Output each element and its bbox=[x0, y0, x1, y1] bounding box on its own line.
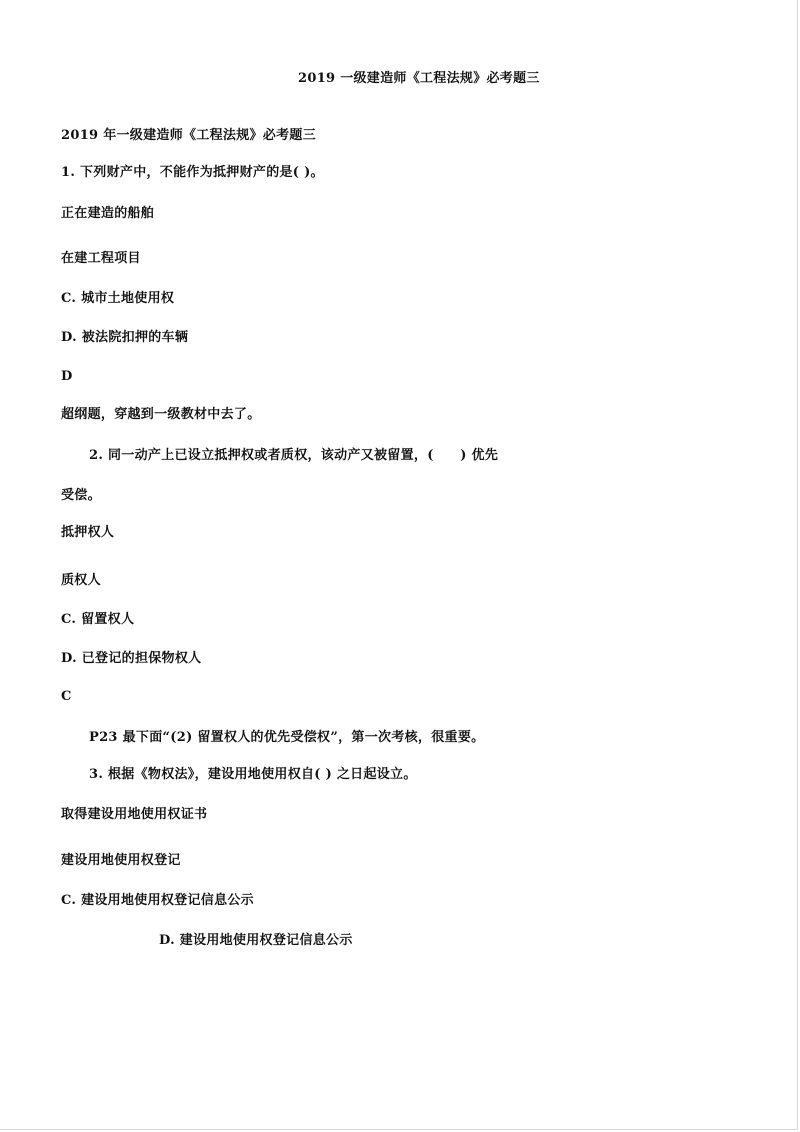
question-2-option-c: C. 留置权人 bbox=[61, 612, 135, 627]
question-1-option-c: C. 城市土地使用权 bbox=[61, 291, 175, 306]
question-2-stem-line-1: 2. 同一动产上已设立抵押权或者质权，该动产又被留置，( ) 优先 bbox=[89, 448, 499, 463]
question-3-stem: 3. 根据《物权法》，建设用地使用权自( ) 之日起设立。 bbox=[89, 767, 417, 782]
question-1-option-d: D. 被法院扣押的车辆 bbox=[61, 330, 189, 345]
question-2-option-a: 抵押权人 bbox=[61, 525, 115, 540]
question-2-answer: C bbox=[61, 689, 72, 704]
question-3-option-c: C. 建设用地使用权登记信息公示 bbox=[61, 893, 254, 908]
question-1-option-a: 正在建造的船舶 bbox=[61, 206, 155, 221]
question-1-stem: 1. 下列财产中，不能作为抵押财产的是( )。 bbox=[61, 165, 324, 180]
question-2-stem-line-2: 受偿。 bbox=[61, 488, 101, 503]
question-3-option-a: 取得建设用地使用权证书 bbox=[61, 807, 208, 822]
question-1-answer: D bbox=[61, 369, 73, 384]
page-title: 2019 一级建造师《工程法规》必考题三 bbox=[298, 71, 540, 86]
question-2-option-d: D. 已登记的担保物权人 bbox=[61, 651, 202, 666]
question-2-analysis: P23 最下面“(2) 留置权人的优先受偿权”，第一次考核，很重要。 bbox=[89, 730, 485, 745]
question-2-option-b: 质权人 bbox=[61, 573, 101, 588]
question-3-option-b: 建设用地使用权登记 bbox=[61, 853, 181, 868]
question-3-option-d: D. 建设用地使用权登记信息公示 bbox=[159, 933, 353, 948]
question-1-analysis: 超纲题，穿越到一级教材中去了。 bbox=[61, 407, 261, 422]
document-subtitle: 2019 年一级建造师《工程法规》必考题三 bbox=[61, 128, 317, 143]
question-1-option-b: 在建工程项目 bbox=[61, 251, 141, 266]
